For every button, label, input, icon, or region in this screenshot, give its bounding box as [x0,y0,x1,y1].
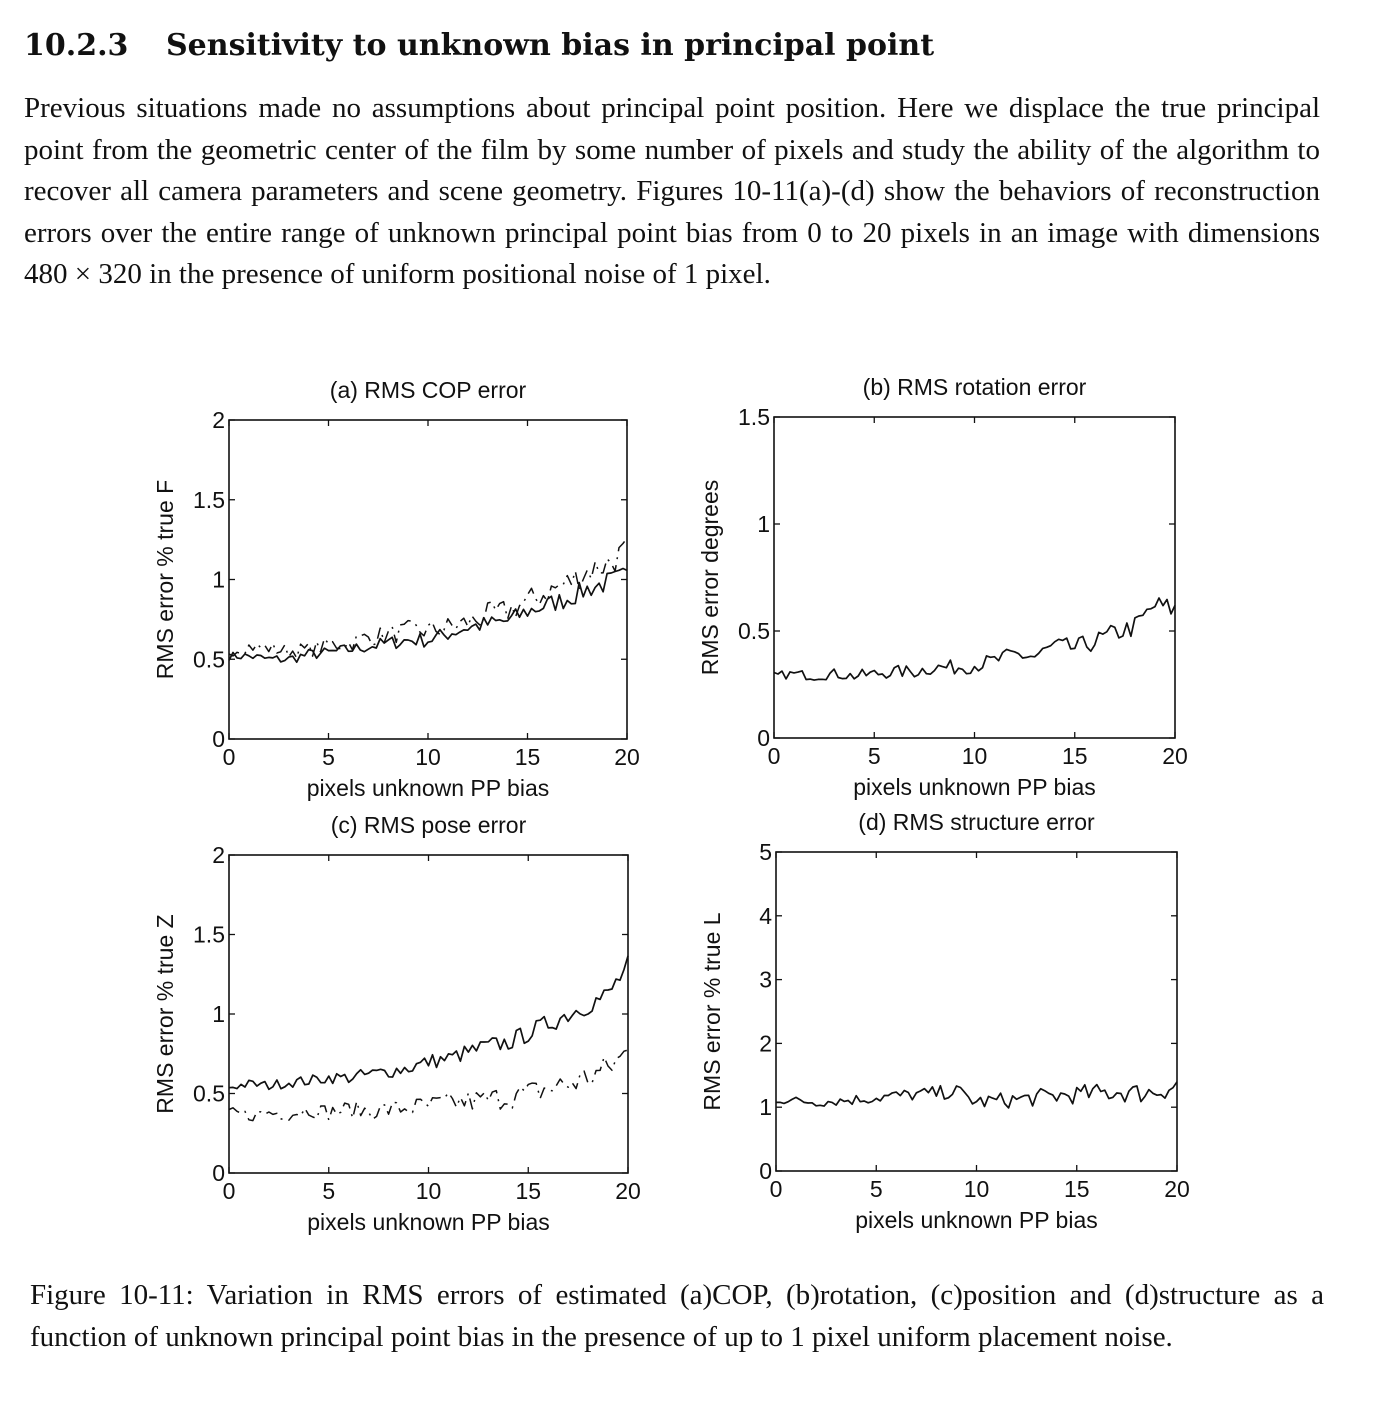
chart-c [152,812,641,1235]
x-tick-label: 20 [614,744,640,770]
y-tick-label: 1 [757,511,770,537]
x-tick-label: 15 [514,744,541,770]
section-number: 10.2.3 [24,28,129,63]
series-line-dash-dot [229,1050,628,1121]
series-line-solid [774,598,1175,680]
x-axis-label: pixels unknown PP bias [853,774,1096,800]
y-tick-label: 0.5 [193,1080,225,1107]
y-tick-label: 2 [212,842,225,868]
y-tick-label: 1 [759,1094,772,1121]
x-tick-label: 0 [769,1176,783,1202]
y-tick-label: 0 [212,1160,225,1186]
y-tick-label: 1.5 [193,921,225,948]
y-tick-label: 1 [212,1001,225,1027]
x-tick-label: 0 [222,744,236,770]
y-axis-label: RMS error degrees [697,479,723,676]
x-tick-label: 5 [867,743,881,769]
chart-b [697,374,1188,800]
x-tick-label: 20 [1162,743,1188,769]
y-tick-label: 2 [759,1030,772,1057]
body-paragraph: Previous situations made no assumptions about principal point position. Here we displace the true principal point from the geometric center of the film by some number of pixels and study the ability of the algorithm to recover all camera parameters and scene geometry. Figures 10-11(a)-(d) show the behaviors of reconstruction errors over the entire range of unknown principal point bias from 0 to 20 pixels in an image with dimensions 480 × 320 in the presence of uniform positional noise of 1 pixel. [24,92,1320,290]
x-tick-label: 20 [1164,1176,1190,1202]
x-tick-label: 15 [515,1178,542,1204]
chart-title: (c) RMS pose error [330,812,527,838]
plot-frame [776,852,1177,1171]
x-tick-label: 5 [869,1176,883,1202]
chart-a [152,377,640,801]
x-tick-label: 10 [415,1178,442,1204]
y-axis-label: RMS error % true L [699,912,725,1111]
x-tick-label: 5 [322,1178,336,1204]
x-tick-label: 0 [767,743,781,769]
chart-title: (d) RMS structure error [858,809,1095,835]
y-axis-label: RMS error % true F [152,479,178,680]
x-axis-label: pixels unknown PP bias [306,775,550,801]
y-tick-label: 1 [212,566,225,593]
y-tick-label: 0.5 [193,646,225,673]
x-axis-label: pixels unknown PP bias [307,1209,550,1235]
y-axis-label: RMS error % true Z [152,914,178,1114]
x-axis-label: pixels unknown PP bias [855,1207,1098,1233]
chart-title: (b) RMS rotation error [862,374,1087,400]
series-line-solid [229,956,628,1089]
figure-caption: Figure 10-11: Variation in RMS errors of estimated (a)COP, (b)rotation, (c)position and (d)structure as a function of unknown principal point bias in the presence of up to 1 pixel uniform placement noise. [30,1279,1324,1353]
y-tick-label: 1.5 [738,404,770,430]
y-tick-label: 0 [759,1158,772,1184]
x-tick-label: 0 [222,1178,236,1204]
y-tick-label: 0 [212,726,225,752]
y-tick-label: 3 [759,966,772,993]
y-tick-label: 0 [757,725,770,751]
x-tick-label: 10 [415,744,441,770]
section-title: Sensitivity to unknown bias in principal point [166,28,935,63]
plot-frame [229,420,627,739]
y-tick-label: 0.5 [738,618,770,644]
chart-title: (a) RMS COP error [329,377,527,403]
x-tick-label: 15 [1061,743,1088,769]
y-tick-label: 2 [212,407,225,433]
series-line-solid [776,1082,1177,1108]
y-tick-label: 1.5 [193,486,225,513]
y-tick-label: 4 [759,902,772,929]
x-tick-label: 10 [963,1176,990,1202]
chart-d [699,809,1190,1233]
y-tick-label: 5 [759,839,772,865]
x-tick-label: 15 [1063,1176,1090,1202]
x-tick-label: 5 [322,744,335,770]
x-tick-label: 20 [615,1178,641,1204]
plot-frame [774,417,1175,738]
x-tick-label: 10 [961,743,988,769]
